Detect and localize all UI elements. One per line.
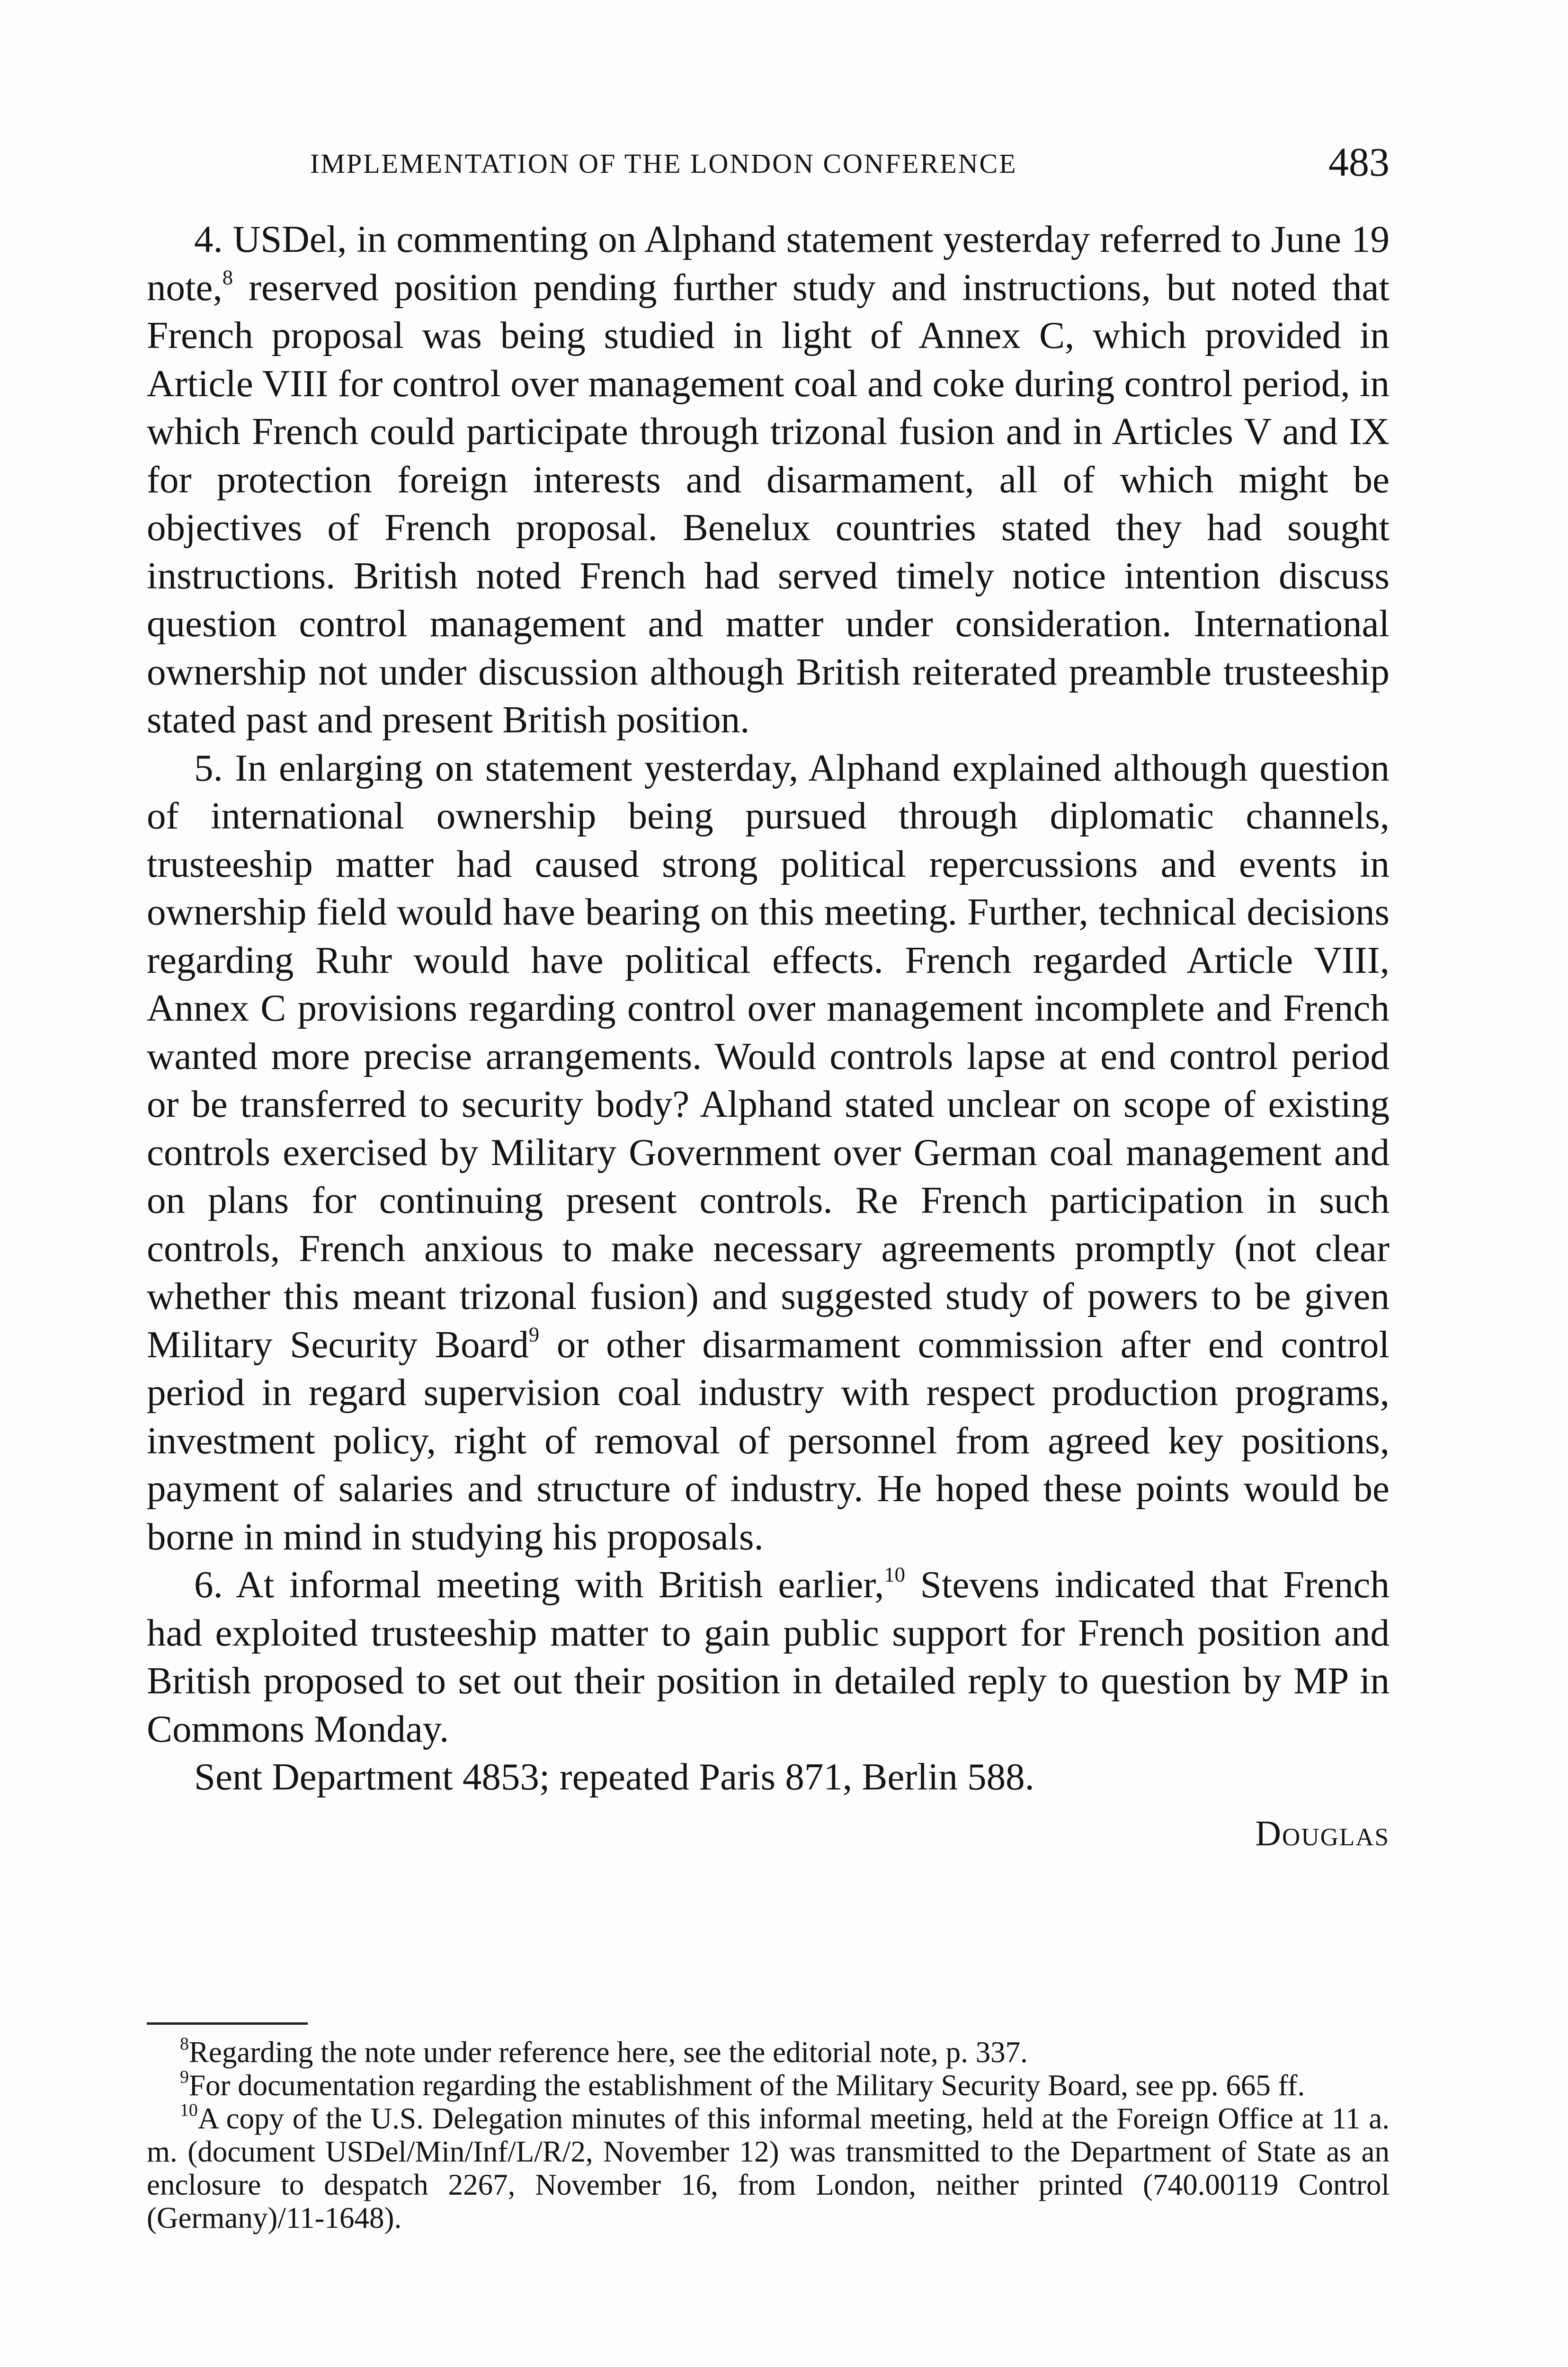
footnote-ref-8: 8 xyxy=(222,265,233,289)
paragraph-5-text-b: or other disarmament commission after end control period in regard supervision coal industry with respect production programs, investment policy, right of removal of personnel from agreed key positions, payment of salaries and structure of industry. He hoped these points would be borne in mind in studying his proposals. xyxy=(147,1323,1390,1558)
footnote-ref-10: 10 xyxy=(884,1562,905,1586)
sent-line: Sent Department 4853; repeated Paris 871, Berlin 588. xyxy=(194,1755,1034,1798)
paragraph-5-text-a: 5. In enlarging on statement yesterday, Alphand explained although question of international ownership being pursued through diplomatic channels, trusteeship matter had caused strong political repercussions and events in ownership field would have bearing on this meeting. Further, technical decisions regarding Ruhr would have political effects. French regarded Article VIII, Annex C provisions regarding control over management incomplete and French wanted more precise arrangements. Would controls lapse at end control period or be transferred to security body? Alphand stated unclear on scope of existing controls exercised by Military Government over German coal management and on plans for continuing present controls. Re French participation in such controls, French anxious to make necessary agreements promptly (not clear whether this meant trizonal fusion) and suggested study of powers to be given Military Security Board xyxy=(147,746,1390,1366)
footnote-9-text: For documentation regarding the establishment of the Military Security Board, see pp. 665 ff. xyxy=(188,2069,1305,2102)
running-head: IMPLEMENTATION OF THE LONDON CONFERENCE xyxy=(310,148,1017,179)
footnotes xyxy=(147,2036,1390,2234)
signature: Douglas xyxy=(1255,1813,1390,1853)
paragraph-4-text-b: reserved position pending further study and instructions, but noted that French proposal was being studied in light of Annex C, which provided in Article VIII for control over management coal and coke during control period, in which French could participate through trizonal fusion and in Articles V and IX for protection foreign interests and disarmament, all of which might be objectives of French proposal. Benelux countries stated they had sought instructions. British noted French had served timely notice intention discuss question control management and matter under consideration. International ownership not under discussion although British reiterated preamble trusteeship stated past and present British position. xyxy=(147,266,1390,741)
footnote-ref-9: 9 xyxy=(528,1322,540,1346)
footnote-mark-10: 10 xyxy=(180,2100,198,2120)
paragraph-6 xyxy=(147,1561,1390,1753)
paragraph-6-text-b: Stevens indicated that French had exploited trusteeship matter to gain public support for French position and British proposed to set out their position in detailed reply to question by MP in Commons Monday. xyxy=(147,1563,1390,1750)
footnote-rule xyxy=(147,2022,308,2025)
footnote-10 xyxy=(147,2102,1390,2234)
paragraph-6-text-a: 6. At informal meeting with British earlier, xyxy=(194,1563,884,1606)
footnote-8 xyxy=(147,2036,1390,2069)
paragraph-4-text-a: 4. USDel, in commenting on Alphand statement yesterday referred to June 19 note, xyxy=(147,218,1390,309)
footnote-mark-9: 9 xyxy=(180,2067,189,2087)
page-number: 483 xyxy=(1328,139,1390,185)
footnote-10-text: A copy of the U.S. Delegation minutes of this informal meeting, held at the Foreign Office at 11 a. m. (document USDel/Min/Inf/L/R/2, November 12) was transmitted to the Department of State as an enclosure to despatch 2267, November 16, from London, neither printed (740.00119 Control (Germany)/11-1648). xyxy=(147,2102,1390,2234)
paragraph-5 xyxy=(147,744,1390,1561)
footnote-9 xyxy=(147,2069,1390,2102)
page-header xyxy=(147,138,1390,190)
footnote-mark-8: 8 xyxy=(180,2034,189,2054)
body-text xyxy=(147,215,1390,1858)
paragraph-4 xyxy=(147,215,1390,744)
footnote-8-text: Regarding the note under reference here, see the editorial note, p. 337. xyxy=(188,2036,1028,2069)
